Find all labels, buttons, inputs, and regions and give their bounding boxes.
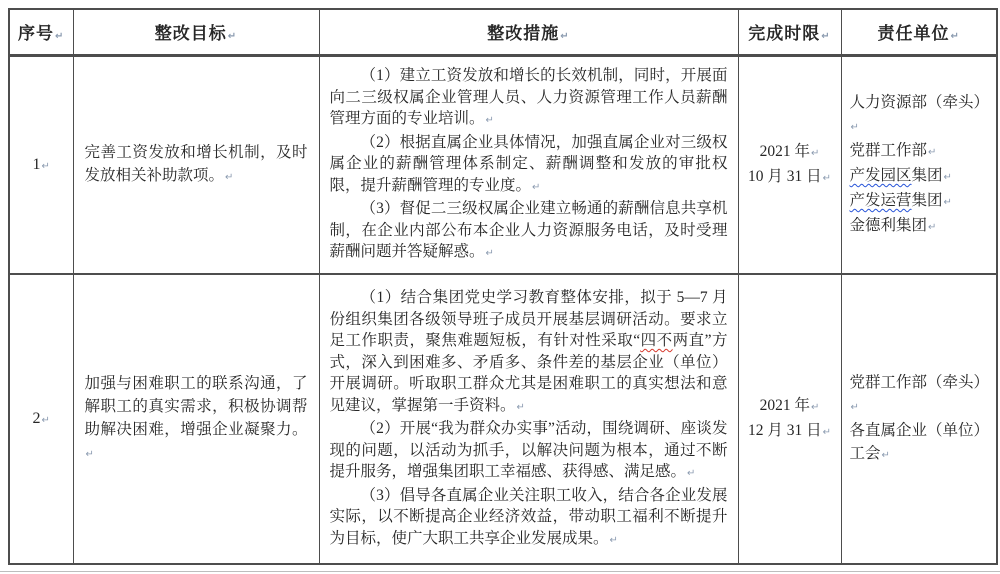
paragraph-mark-icon: ↵ bbox=[687, 468, 696, 479]
measure-paragraph bbox=[330, 418, 728, 485]
spellcheck-red-segment: 四不 bbox=[640, 332, 673, 349]
measure-paragraph bbox=[330, 65, 728, 132]
unit-line bbox=[850, 371, 989, 419]
text-segment: （3）倡导各直属企业关注职工收入，结合各企业发展实际，以不断提高企业经济效益，带动职工福利不断提升为目标，使广大职工共享企业发展成果。 bbox=[329, 486, 728, 547]
goal-text bbox=[85, 141, 308, 189]
text-segment: 各直属企业（单位）工会 bbox=[849, 422, 982, 462]
paragraph-mark-icon: ↵ bbox=[41, 415, 50, 426]
header-cell-no bbox=[9, 9, 73, 55]
goal-label: 加强与困难职工的联系沟通，了解职工的真实需求，积极协调帮助解决困难，增强企业凝聚力。 bbox=[84, 375, 308, 438]
text-segment: 10 月 31 日 bbox=[747, 167, 822, 185]
cell-row1-no bbox=[9, 55, 73, 274]
cell-row2-units bbox=[841, 274, 997, 564]
measures-content bbox=[330, 65, 728, 265]
measures-content bbox=[330, 287, 728, 551]
cell-row2-deadline bbox=[738, 274, 841, 564]
header-label-deadline: 完成时限 bbox=[748, 24, 821, 44]
spellcheck-blue-segment: 产发园区 bbox=[849, 166, 912, 184]
text-segment: （1）结合集团党史学习教育整体安排，拟于 5—7 月份组织集团各级领导班子成员开展基层调研活动。要求立足工作职责，聚焦难题短板，有针对性采取“ bbox=[329, 289, 728, 349]
text-segment: 两直”方式，深入到困难多、矛盾多、条件差的基层企业（单位）开展调研。听取职工群众尤其是困难职工的真实想法和意见建议，掌握第一手资料。 bbox=[329, 332, 728, 414]
cell-row2-measures bbox=[319, 274, 738, 564]
paragraph-mark-icon: ↵ bbox=[609, 534, 618, 546]
unit-line bbox=[850, 139, 989, 164]
measure-paragraph bbox=[330, 132, 728, 199]
paragraph-mark-icon: ↵ bbox=[950, 31, 960, 43]
text-segment: 党群工作部 bbox=[849, 141, 928, 159]
header-label-no: 序号 bbox=[18, 24, 55, 44]
goal-label: 完善工资发放和增长机制，及时发放相关补助款项。 bbox=[84, 143, 308, 184]
measure-paragraph bbox=[330, 485, 728, 552]
goal-text bbox=[85, 372, 308, 466]
paragraph-mark-icon: ↵ bbox=[225, 171, 234, 183]
measure-paragraph bbox=[330, 287, 728, 418]
paragraph-mark-icon: ↵ bbox=[560, 31, 570, 43]
deadline-line bbox=[739, 394, 841, 419]
header-label-measures: 整改措施 bbox=[487, 24, 560, 44]
deadline-line bbox=[739, 419, 841, 444]
paragraph-mark-icon: ↵ bbox=[227, 31, 238, 43]
measure-paragraph bbox=[330, 198, 728, 265]
unit-line bbox=[850, 189, 989, 214]
paragraph-mark-icon: ↵ bbox=[516, 401, 525, 413]
paragraph-mark-icon: ↵ bbox=[85, 449, 94, 460]
cell-row1-deadline bbox=[738, 55, 841, 274]
cell-row1-units bbox=[841, 55, 997, 274]
paragraph-mark-icon: ↵ bbox=[928, 221, 937, 233]
paragraph-mark-icon: ↵ bbox=[943, 171, 952, 183]
deadline-content bbox=[739, 394, 841, 444]
paragraph-mark-icon: ↵ bbox=[943, 196, 952, 208]
deadline-line bbox=[739, 140, 841, 165]
unit-line bbox=[850, 164, 989, 189]
row-number: 2 bbox=[32, 410, 41, 427]
page-edge-line bbox=[0, 571, 1000, 572]
text-segment: 2021 年 bbox=[759, 142, 810, 160]
paragraph-mark-icon: ↵ bbox=[55, 31, 65, 43]
spellcheck-blue-segment: 产发运营 bbox=[849, 191, 912, 209]
text-segment: 集团 bbox=[911, 166, 943, 184]
table-row-1 bbox=[9, 55, 997, 274]
text-segment: （2）根据直属企业具体情况，加强直属企业对三级权属企业的薪酬管理体系制定、薪酬调整和发放的审批权限，提升薪酬管理的专业度。 bbox=[329, 133, 728, 194]
text-segment: 12 月 31 日 bbox=[747, 422, 822, 439]
header-cell-units bbox=[841, 9, 997, 55]
paragraph-mark-icon: ↵ bbox=[821, 31, 831, 43]
unit-line bbox=[850, 214, 989, 239]
paragraph-mark-icon: ↵ bbox=[485, 248, 494, 259]
paragraph-mark-icon: ↵ bbox=[41, 160, 50, 172]
text-segment: 人力资源部（牵头） bbox=[849, 93, 990, 111]
unit-line bbox=[850, 419, 989, 467]
table-row-2 bbox=[9, 274, 997, 564]
unit-line bbox=[850, 91, 989, 139]
paragraph-mark-icon: ↵ bbox=[822, 427, 832, 438]
text-segment: 金德利集团 bbox=[849, 216, 928, 234]
paragraph-mark-icon: ↵ bbox=[532, 181, 541, 193]
paragraph-mark-icon: ↵ bbox=[485, 115, 494, 126]
paragraph-mark-icon: ↵ bbox=[811, 402, 820, 413]
rectification-table bbox=[8, 8, 998, 565]
cell-row1-goal bbox=[73, 55, 319, 274]
text-segment: （3）督促二三级权属企业建立畅通的薪酬信息共享机制，在企业内部公布本企业人力资源服务电话，及时受理薪酬问题并答疑解惑。 bbox=[329, 200, 728, 260]
paragraph-mark-icon: ↵ bbox=[850, 402, 859, 413]
units-content bbox=[850, 371, 989, 467]
row-number: 1 bbox=[32, 155, 41, 173]
text-segment: （2）开展“我为群众办实事”活动，围绕调研、座谈发现的问题，以活动为抓手，以解决问题为根本，通过不断提升服务，增强集团职工幸福感、获得感、满足感。 bbox=[329, 420, 728, 480]
units-content bbox=[850, 91, 989, 239]
header-row bbox=[9, 9, 997, 55]
text-segment: 2021 年 bbox=[759, 397, 810, 414]
header-cell-deadline bbox=[738, 9, 841, 55]
paragraph-mark-icon: ↵ bbox=[811, 147, 820, 159]
header-cell-measures bbox=[319, 9, 738, 55]
cell-row1-measures bbox=[319, 55, 738, 274]
deadline-content bbox=[739, 140, 841, 190]
paragraph-mark-icon: ↵ bbox=[881, 450, 890, 461]
deadline-line bbox=[739, 165, 841, 190]
text-segment: （1）建立工资发放和增长的长效机制，同时，开展面向二三级权属企业管理人员、人力资源管理工作人员薪酬管理方面的专业培训。 bbox=[329, 67, 728, 127]
text-segment: 党群工作部（牵头） bbox=[849, 374, 990, 391]
paragraph-mark-icon: ↵ bbox=[822, 172, 832, 184]
header-cell-goal bbox=[73, 9, 319, 55]
header-label-units: 责任单位 bbox=[877, 24, 950, 44]
text-segment: 集团 bbox=[911, 191, 943, 209]
paragraph-mark-icon: ↵ bbox=[928, 146, 937, 158]
header-label-goal: 整改目标 bbox=[154, 24, 227, 44]
cell-row2-no bbox=[9, 274, 73, 564]
cell-row2-goal bbox=[73, 274, 319, 564]
paragraph-mark-icon: ↵ bbox=[850, 121, 859, 133]
